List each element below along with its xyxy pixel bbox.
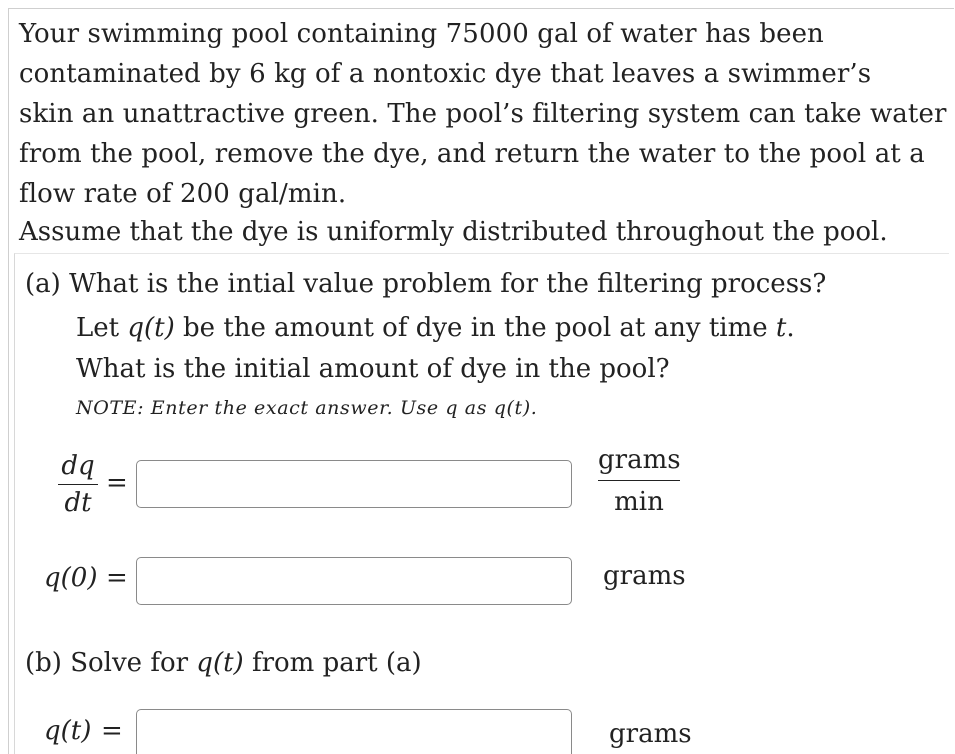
- initial-unit: grams: [603, 561, 686, 591]
- problem-statement: [19, 14, 947, 214]
- fraction-bar: [58, 484, 98, 485]
- part-a-question: What is the intial value problem for the filtering process?: [69, 269, 827, 299]
- let-prefix: Let: [76, 313, 128, 343]
- statement-line: flow rate of 200 gal/min.: [19, 179, 347, 209]
- assumption-text: Assume that the dye is uniformly distributed throughout the pool.: [19, 217, 888, 247]
- initial-amount-question: What is the initial amount of dye in the pool?: [76, 354, 670, 384]
- equals-sign: =: [101, 716, 123, 746]
- part-b-label: (b): [25, 648, 62, 678]
- part-b-title: [25, 646, 422, 680]
- equals-sign: =: [106, 563, 128, 593]
- rate-answer-input[interactable]: [136, 460, 572, 508]
- dq-dt-fraction: [56, 451, 100, 518]
- part-a-title: [25, 267, 826, 301]
- q-of-t-symbol: q(t): [196, 648, 244, 678]
- initial-answer-input[interactable]: [136, 557, 572, 605]
- solution-unit: grams: [609, 719, 692, 749]
- unit-fraction-bar: [598, 480, 680, 481]
- rate-unit-fraction: [598, 444, 680, 518]
- let-middle: be the amount of dye in the pool at any time: [174, 313, 776, 343]
- note-text: NOTE: Enter the exact answer. Use q as q(t).: [76, 397, 538, 419]
- statement-line: skin an unattractive green. The pool’s filtering system can take water: [19, 99, 947, 129]
- unit-numerator: grams: [598, 445, 681, 475]
- part-b-prefix: Solve for: [70, 648, 197, 678]
- part-b-suffix: from part (a): [243, 648, 422, 678]
- unit-denominator: min: [614, 487, 664, 517]
- q0-label: q(0): [44, 563, 98, 593]
- equals-sign: =: [106, 468, 128, 498]
- part-a-definition: [76, 311, 795, 345]
- solution-answer-input[interactable]: [136, 709, 572, 754]
- qt-label: q(t): [44, 716, 92, 746]
- q-of-t-symbol: q(t): [127, 313, 175, 343]
- fraction-numerator: dq: [61, 451, 95, 481]
- statement-line: Your swimming pool containing 75000 gal of water has been: [19, 19, 824, 49]
- t-symbol: t: [775, 313, 787, 343]
- statement-line: contaminated by 6 kg of a nontoxic dye that leaves a swimmer’s: [19, 59, 872, 89]
- fraction-denominator: dt: [64, 488, 92, 518]
- part-a-label: (a): [25, 269, 61, 299]
- statement-line: from the pool, remove the dye, and return the water to the pool at a: [19, 139, 925, 169]
- let-end: .: [786, 313, 795, 343]
